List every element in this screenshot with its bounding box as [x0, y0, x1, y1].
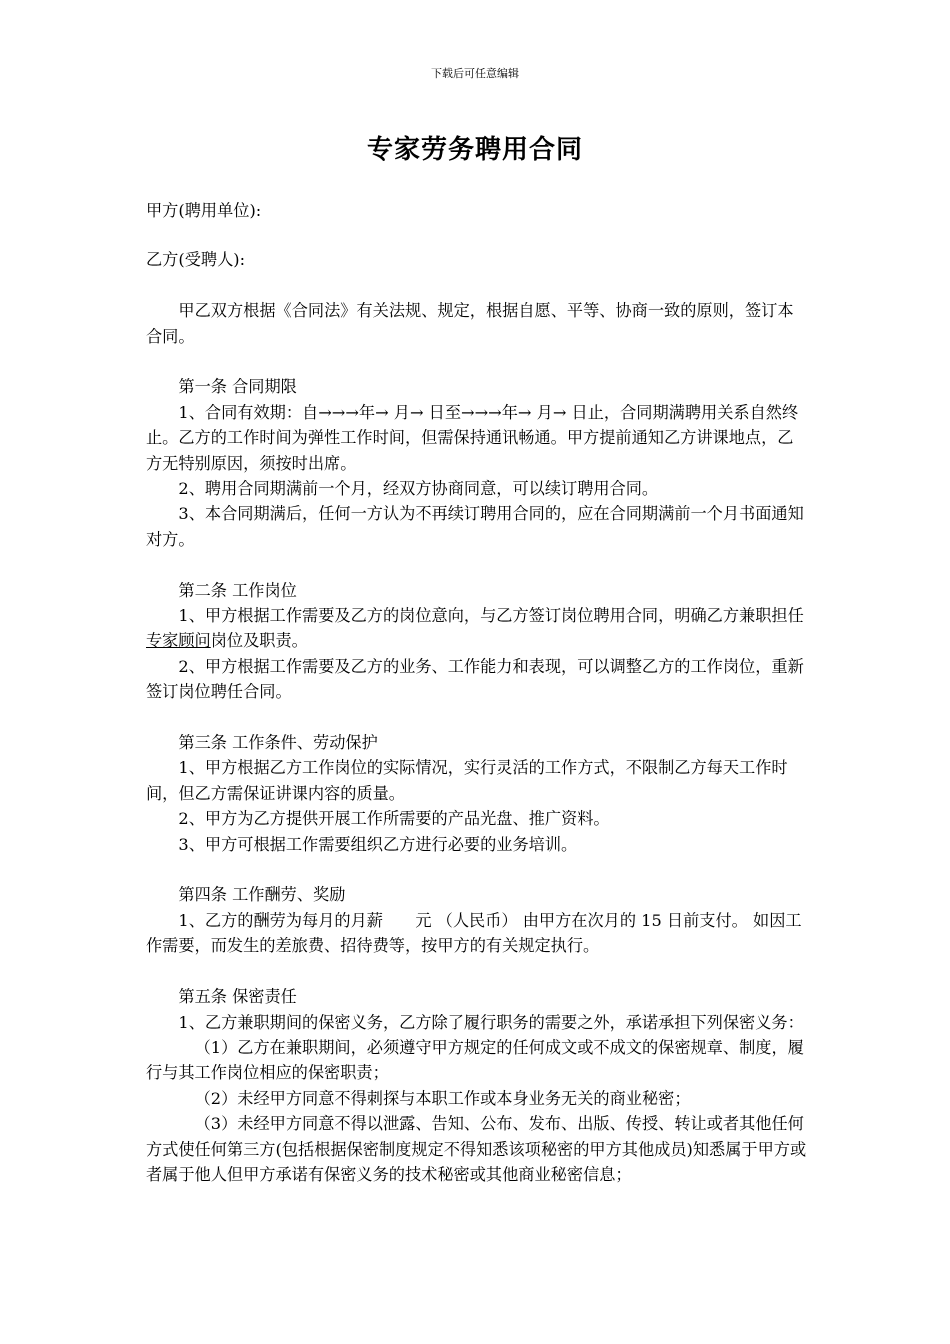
article-3-heading: 第三条 工作条件、劳动保护 — [178, 733, 378, 753]
article-1-clause-3: 3、本合同期满后，任何一方认为不再续订聘用合同的，应在合同期满前一个月书面通知对方。 — [146, 504, 804, 549]
article-1-heading: 第一条 合同期限 — [178, 377, 297, 397]
spacer — [146, 857, 808, 882]
spacer — [146, 705, 808, 730]
spacer — [146, 552, 808, 577]
article-5-item-1: （1）乙方在兼职期间，必须遵守甲方规定的任何成文或不成文的保密规章、制度，履行与其工作岗位相应的保密职责； — [146, 1037, 804, 1083]
article-2-clause-1 — [146, 603, 808, 654]
article-5-item-2: （2）未经甲方同意不得刺探与本职工作或本身业务无关的商业秘密； — [194, 1088, 691, 1108]
article-3-clause-3: 3、甲方可根据工作需要组织乙方进行必要的业务培训。 — [178, 834, 578, 854]
article-1-clause-2: 2、聘用合同期满前一个月，经双方协商同意，可以续订聘用合同。 — [178, 479, 659, 499]
article-2-clause-1-pre: 1、甲方根据工作需要及乙方的岗位意向，与乙方签订岗位聘用合同，明确乙方兼职担任 — [178, 606, 804, 626]
article-4-clause-1: 1、乙方的酬劳为每月的月薪 元 （人民币） 由甲方在次月的 15 日前支付。 如因工作需要，而发生的差旅费、招待费等，按甲方的有关规定执行。 — [146, 910, 802, 956]
article-5-item-3: （3）未经甲方同意不得以泄露、告知、公布、发布、出版、传授、转让或者其他任何方式使任何第三方(包括根据保密制度规定不得知悉该项秘密的甲方其他成员)知悉属于甲方或者属于他人但甲方承诺有保密义务的技术秘密或其他商业秘密信息； — [146, 1114, 807, 1184]
article-2-clause-2: 2、甲方根据工作需要及乙方的业务、工作能力和表现，可以调整乙方的工作岗位，重新签订岗位聘任合同。 — [146, 656, 804, 702]
party-b-line: 乙方(受聘人): — [146, 250, 246, 270]
party-a-line: 甲方(聘用单位): — [146, 201, 262, 220]
document-body — [146, 198, 808, 1187]
spacer — [146, 223, 808, 247]
article-2-heading: 第二条 工作岗位 — [178, 580, 297, 600]
spacer — [146, 349, 808, 374]
article-3-clause-1: 1、甲方根据乙方工作岗位的实际情况，实行灵活的工作方式，不限制乙方每天工作时间，但乙方需保证讲课内容的质量。 — [146, 758, 788, 803]
spacer — [146, 959, 808, 984]
role-underlined: 专家顾问 — [146, 631, 211, 651]
article-3-clause-2: 2、甲方为乙方提供开展工作所需要的产品光盘、推广资料。 — [178, 809, 610, 829]
spacer — [146, 273, 808, 298]
article-1-clause-1: 1、合同有效期：自→→→年→ 月→ 日至→→→年→ 月→ 日止，合同期满聘用关系自然终止。乙方的工作时间为弹性工作时间，但需保持通讯畅通。甲方提前通知乙方讲课地点，乙方无特别原因，须按时出席。 — [146, 402, 799, 473]
article-5-clause-1: 1、乙方兼职期间的保密义务，乙方除了履行职务的需要之外，承诺承担下列保密义务： — [178, 1012, 804, 1032]
article-4-heading: 第四条 工作酬劳、奖励 — [178, 885, 346, 905]
article-5-heading: 第五条 保密责任 — [178, 987, 297, 1007]
article-2-clause-1-post: 岗位及职责。 — [210, 631, 308, 651]
document-title: 专家劳务聘用合同 — [366, 135, 583, 165]
intro-paragraph: 甲乙双方根据《合同法》有关法规、规定，根据自愿、平等、协商一致的原则，签订本合同。 — [146, 301, 794, 346]
header-note: 下载后可任意编辑 — [431, 67, 519, 80]
